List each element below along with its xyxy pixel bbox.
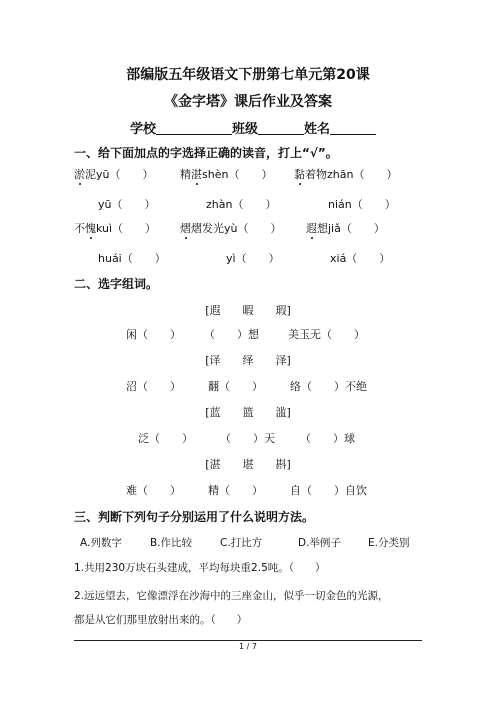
section3-heading: 三、判断下列句子分别运用了什么说明方法。 [74, 510, 315, 524]
pinyin-item: 淤泥yū（ ） [74, 168, 154, 181]
word-blank: 翻（ ） [208, 380, 263, 393]
section1-heading: 一、给下面加点的字选择正确的读音，打上“√”。 [74, 146, 338, 160]
word-blank: 难（ ） [126, 484, 181, 497]
name-field[interactable] [330, 122, 376, 135]
document-title: 部编版五年级语文下册第七单元第20课 [126, 67, 370, 83]
word-blank: 泛（ ） [138, 432, 193, 445]
school-field[interactable] [156, 122, 232, 135]
word-blank: 闲（ ） [126, 328, 181, 341]
pinyin-option: nián（ ） [328, 198, 396, 211]
word-blank: 沼（ ） [126, 380, 181, 393]
option-c: C.打比方 [220, 537, 263, 549]
word-blank: 精（ ） [208, 484, 263, 497]
word-blank: 美玉无（ ） [288, 328, 365, 341]
char-group-1: [遐 暇 瑕] [205, 304, 291, 317]
pinyin-option: yì（ ） [226, 252, 280, 265]
pinyin-item: 熠熠发光yù（ ） [180, 222, 282, 235]
section2-heading: 二、选字组词。 [74, 277, 159, 291]
class-field[interactable] [258, 122, 304, 135]
word-blank: 络（ ）不绝 [290, 380, 367, 393]
char-group-2: [译 绎 泽] [205, 354, 291, 367]
word-blank: （ ）天 [220, 432, 275, 445]
question-2-line-2: 都是从它们那里放射出来的。（ ） [74, 614, 248, 626]
option-a: A.列数字 [80, 537, 122, 549]
pinyin-item: 黏着物zhān（ ） [294, 168, 398, 181]
question-1: 1.共用230万块石头建成，平均每块重2.5吨。（ ） [74, 562, 326, 574]
pinyin-item: 不愧kuì（ ） [74, 222, 157, 235]
word-blank: 自（ ）自饮 [290, 484, 367, 497]
footer-divider [74, 640, 422, 641]
class-label: 班级 [232, 122, 259, 137]
pinyin-option: yū（ ） [98, 198, 156, 211]
option-d: D.举例子 [298, 537, 341, 549]
name-label: 姓名 [304, 122, 331, 137]
school-label: 学校 [130, 122, 157, 137]
option-b: B.作比较 [150, 537, 193, 549]
word-blank: （ ）球 [300, 432, 355, 445]
word-blank: （ ）想 [204, 328, 259, 341]
info-line [130, 118, 376, 137]
char-group-4: [湛 堪 斟] [205, 458, 291, 471]
char-group-3: [蓝 篮 滥] [205, 406, 291, 419]
page-number: 1 / 7 [239, 642, 257, 651]
question-2-line-1: 2.远远望去，它像漂浮在沙海中的三座金山，似乎一切金色的光源， [74, 590, 389, 602]
pinyin-option: xiá（ ） [330, 252, 391, 265]
option-e: E.分类别 [368, 537, 410, 549]
pinyin-item: 精湛shèn（ ） [180, 168, 273, 181]
pinyin-option: zhàn（ ） [206, 198, 277, 211]
document-subtitle: 《金字塔》课后作业及答案 [164, 94, 332, 110]
pinyin-item: 遐想jiǎ（ ） [306, 222, 385, 235]
pinyin-option: huái（ ） [98, 252, 166, 265]
